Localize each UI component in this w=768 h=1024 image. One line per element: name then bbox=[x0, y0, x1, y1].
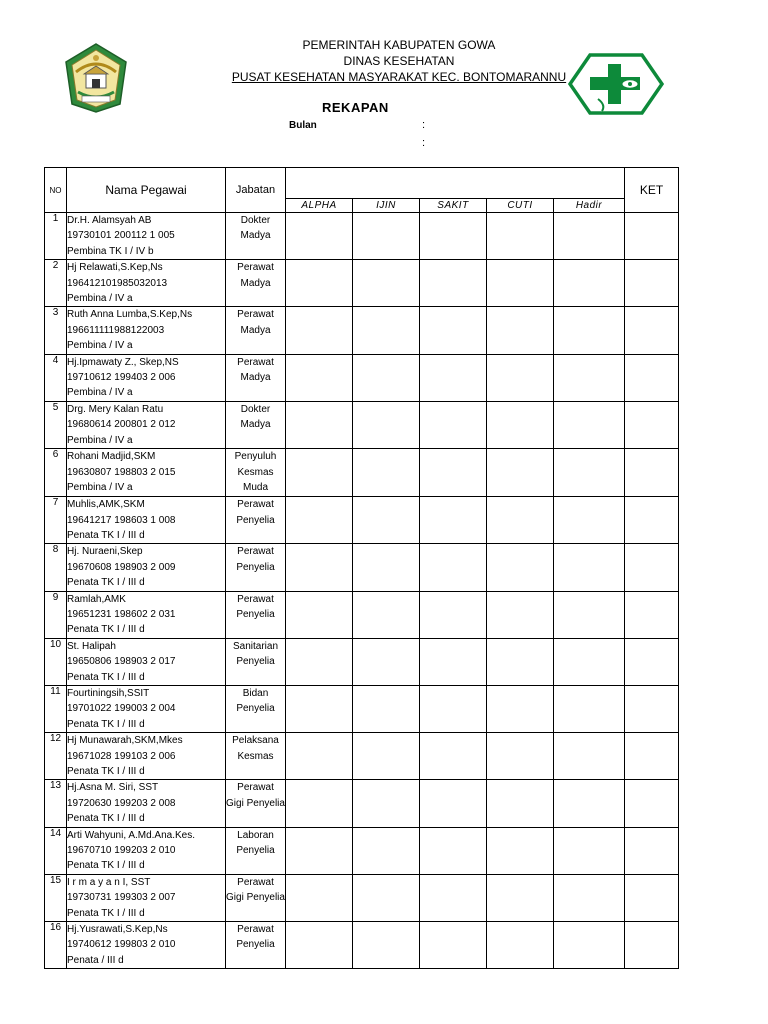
row-number: 10 bbox=[45, 638, 67, 685]
table-row bbox=[45, 733, 679, 780]
letterhead bbox=[0, 37, 768, 85]
employee-cell bbox=[67, 307, 226, 354]
attendance-table bbox=[44, 167, 679, 969]
position-line: Perawat bbox=[237, 499, 274, 511]
hadir-cell bbox=[554, 874, 625, 921]
alpha-cell bbox=[286, 401, 353, 448]
employee-cell bbox=[67, 544, 226, 591]
ket-cell bbox=[625, 213, 679, 260]
hadir-cell bbox=[554, 354, 625, 401]
sakit-cell bbox=[420, 874, 487, 921]
col-header-sakit: SAKIT bbox=[420, 199, 487, 213]
cuti-cell bbox=[487, 733, 554, 780]
ket-cell bbox=[625, 497, 679, 544]
ket-cell bbox=[625, 354, 679, 401]
employee-nip: 19670710 199203 2 010 bbox=[67, 845, 176, 857]
alpha-cell bbox=[286, 638, 353, 685]
position-line: Penyelia bbox=[236, 656, 275, 668]
position-line: Perawat bbox=[237, 876, 274, 888]
ket-cell bbox=[625, 449, 679, 497]
employee-nip: 19720630 199203 2 008 bbox=[67, 797, 176, 809]
cuti-cell bbox=[487, 638, 554, 685]
employee-cell bbox=[67, 591, 226, 638]
cuti-cell bbox=[487, 685, 554, 732]
sakit-cell bbox=[420, 685, 487, 732]
ijin-cell bbox=[353, 307, 420, 354]
cuti-cell bbox=[487, 449, 554, 497]
position-line: Pelaksana bbox=[232, 735, 279, 747]
employee-cell bbox=[67, 354, 226, 401]
cuti-cell bbox=[487, 827, 554, 874]
hadir-cell bbox=[554, 733, 625, 780]
table-row bbox=[45, 497, 679, 544]
cuti-cell bbox=[487, 780, 554, 827]
bulan-label: Bulan bbox=[289, 120, 317, 131]
ket-cell bbox=[625, 827, 679, 874]
position-cell bbox=[226, 260, 286, 307]
row-number: 11 bbox=[45, 685, 67, 732]
col-header-no: NO bbox=[45, 168, 67, 213]
row-number: 5 bbox=[45, 401, 67, 448]
position-line: Sanitarian bbox=[232, 640, 279, 652]
row-number: 14 bbox=[45, 827, 67, 874]
header-line-3: PUSAT KESEHATAN MASYARAKAT KEC. BONTOMARANNU bbox=[231, 70, 567, 84]
row-number: 6 bbox=[45, 449, 67, 497]
employee-rank: Pembina / IV a bbox=[67, 434, 133, 446]
employee-nip: 19671028 199103 2 006 bbox=[67, 750, 176, 762]
ket-cell bbox=[625, 922, 679, 969]
position-cell bbox=[226, 354, 286, 401]
alpha-cell bbox=[286, 591, 353, 638]
alpha-cell bbox=[286, 874, 353, 921]
ijin-cell bbox=[353, 733, 420, 780]
table-row bbox=[45, 307, 679, 354]
employee-name: Hj.Asna M. Siri, SST bbox=[67, 782, 159, 794]
row-number: 15 bbox=[45, 874, 67, 921]
hadir-cell bbox=[554, 401, 625, 448]
col-header-cuti: CUTI bbox=[487, 199, 554, 213]
ijin-cell bbox=[353, 449, 420, 497]
employee-rank: Penata TK I / III d bbox=[67, 671, 145, 683]
ijin-cell bbox=[353, 922, 420, 969]
employee-rank: Pembina / IV a bbox=[67, 340, 133, 352]
cuti-cell bbox=[487, 544, 554, 591]
table-row bbox=[45, 685, 679, 732]
table-row bbox=[45, 780, 679, 827]
employee-nip: 19630807 198803 2 015 bbox=[67, 466, 176, 478]
hadir-cell bbox=[554, 213, 625, 260]
ijin-cell bbox=[353, 827, 420, 874]
employee-nip: 196611111988122003 bbox=[67, 324, 165, 336]
ket-cell bbox=[625, 638, 679, 685]
position-line: Perawat bbox=[237, 593, 274, 605]
alpha-cell bbox=[286, 260, 353, 307]
employee-cell bbox=[67, 260, 226, 307]
sakit-cell bbox=[420, 591, 487, 638]
employee-nip: 196412101985032013 bbox=[67, 277, 168, 289]
position-line: Dokter bbox=[240, 215, 271, 226]
employee-name: Rohani Madjid,SKM bbox=[67, 451, 156, 463]
employee-rank: Penata / III d bbox=[67, 954, 124, 966]
employee-nip: 19680614 200801 2 012 bbox=[67, 419, 176, 431]
document-title: REKAPAN bbox=[322, 100, 389, 115]
employee-rank: Pembina TK I / IV b bbox=[67, 245, 154, 257]
sakit-cell bbox=[420, 449, 487, 497]
position-line: Perawat bbox=[237, 924, 274, 936]
alpha-cell bbox=[286, 449, 353, 497]
employee-name: St. Halipah bbox=[67, 640, 116, 652]
ijin-cell bbox=[353, 260, 420, 307]
row-number: 2 bbox=[45, 260, 67, 307]
ijin-cell bbox=[353, 213, 420, 260]
employee-cell bbox=[67, 827, 226, 874]
position-line: Perawat bbox=[237, 262, 274, 274]
hadir-cell bbox=[554, 780, 625, 827]
row-number: 1 bbox=[45, 213, 67, 260]
employee-cell bbox=[67, 733, 226, 780]
position-line: Penyelia bbox=[236, 703, 275, 715]
position-line: Muda bbox=[242, 481, 268, 493]
position-cell bbox=[226, 307, 286, 354]
employee-nip: 19641217 198603 1 008 bbox=[67, 514, 176, 526]
sakit-cell bbox=[420, 733, 487, 780]
employee-name: Ruth Anna Lumba,S.Kep,Ns bbox=[67, 309, 193, 321]
cuti-cell bbox=[487, 260, 554, 307]
position-line: Penyuluh bbox=[234, 451, 277, 463]
position-cell bbox=[226, 497, 286, 544]
position-line: Madya bbox=[240, 419, 271, 431]
position-line: Laboran bbox=[237, 829, 274, 841]
position-cell bbox=[226, 922, 286, 969]
row-number: 8 bbox=[45, 544, 67, 591]
employee-name: Muhlis,AMK,SKM bbox=[67, 499, 145, 511]
position-cell bbox=[226, 780, 286, 827]
position-line: Madya bbox=[240, 324, 271, 336]
alpha-cell bbox=[286, 307, 353, 354]
row-number: 12 bbox=[45, 733, 67, 780]
hadir-cell bbox=[554, 591, 625, 638]
alpha-cell bbox=[286, 733, 353, 780]
employee-cell bbox=[67, 780, 226, 827]
position-line: Perawat bbox=[237, 546, 274, 558]
position-cell bbox=[226, 449, 286, 497]
row-number: 4 bbox=[45, 354, 67, 401]
employee-rank: Penata TK I / III d bbox=[67, 907, 145, 919]
sakit-cell bbox=[420, 260, 487, 307]
table-row bbox=[45, 260, 679, 307]
table-row bbox=[45, 827, 679, 874]
employee-rank: Penata TK I / III d bbox=[67, 577, 145, 589]
alpha-cell bbox=[286, 922, 353, 969]
cuti-cell bbox=[487, 497, 554, 544]
ijin-cell bbox=[353, 638, 420, 685]
col-header-hadir: Hadir bbox=[554, 199, 625, 213]
col-header-jabatan: Jabatan bbox=[226, 168, 286, 213]
position-line: Madya bbox=[240, 372, 271, 384]
position-cell bbox=[226, 544, 286, 591]
row-number: 16 bbox=[45, 922, 67, 969]
ket-cell bbox=[625, 780, 679, 827]
cuti-cell bbox=[487, 213, 554, 260]
header-line-2: DINAS KESEHATAN bbox=[343, 54, 455, 68]
sakit-cell bbox=[420, 354, 487, 401]
row-number: 13 bbox=[45, 780, 67, 827]
employee-nip: 19730101 200112 1 005 bbox=[67, 230, 175, 242]
position-cell bbox=[226, 685, 286, 732]
employee-name: Hj.Ipmawaty Z., Skep,NS bbox=[67, 356, 179, 368]
alpha-cell bbox=[286, 354, 353, 401]
position-line: Kesmas bbox=[237, 750, 274, 762]
employee-name: Hj Relawati,S.Kep,Ns bbox=[67, 262, 163, 274]
position-line: Perawat bbox=[237, 356, 274, 368]
employee-nip: 19730731 199303 2 007 bbox=[67, 892, 176, 904]
position-line: Penyelia bbox=[236, 939, 275, 951]
sakit-cell bbox=[420, 638, 487, 685]
position-line: Madya bbox=[240, 230, 271, 242]
employee-rank: Pembina / IV a bbox=[67, 481, 133, 493]
cuti-cell bbox=[487, 922, 554, 969]
table-row bbox=[45, 544, 679, 591]
employee-name: Arti Wahyuni, A.Md.Ana.Kes. bbox=[67, 829, 196, 841]
ijin-cell bbox=[353, 497, 420, 544]
employee-name: Hj. Nuraeni,Skep bbox=[67, 546, 143, 558]
hadir-cell bbox=[554, 307, 625, 354]
ket-cell bbox=[625, 874, 679, 921]
table-row bbox=[45, 874, 679, 921]
employee-cell bbox=[67, 497, 226, 544]
position-line: Madya bbox=[240, 277, 271, 289]
position-line: Kesmas bbox=[237, 466, 274, 478]
cuti-cell bbox=[487, 307, 554, 354]
position-line: Perawat bbox=[237, 782, 274, 794]
sakit-cell bbox=[420, 780, 487, 827]
hadir-cell bbox=[554, 922, 625, 969]
ket-cell bbox=[625, 685, 679, 732]
table-row bbox=[45, 449, 679, 497]
ijin-cell bbox=[353, 685, 420, 732]
sakit-cell bbox=[420, 307, 487, 354]
ket-cell bbox=[625, 307, 679, 354]
position-line: Penyelia bbox=[236, 845, 275, 857]
employee-rank: Penata TK I / III d bbox=[67, 624, 145, 636]
employee-rank: Penata TK I / III d bbox=[67, 529, 145, 541]
position-cell bbox=[226, 401, 286, 448]
employee-name: Dr.H. Alamsyah AB bbox=[67, 215, 152, 226]
alpha-cell bbox=[286, 497, 353, 544]
col-header-alpha: ALPHA bbox=[286, 199, 353, 213]
row-number: 7 bbox=[45, 497, 67, 544]
table-row bbox=[45, 354, 679, 401]
cuti-cell bbox=[487, 401, 554, 448]
row-number: 9 bbox=[45, 591, 67, 638]
position-line: Penyelia bbox=[236, 608, 275, 620]
header-line-1: PEMERINTAH KABUPATEN GOWA bbox=[302, 38, 496, 52]
sakit-cell bbox=[420, 922, 487, 969]
employee-cell bbox=[67, 213, 226, 260]
position-line: Gigi Penyelia bbox=[226, 892, 285, 904]
alpha-cell bbox=[286, 827, 353, 874]
employee-nip: 19651231 198602 2 031 bbox=[67, 608, 176, 620]
hadir-cell bbox=[554, 497, 625, 544]
table-body bbox=[45, 213, 679, 969]
position-cell bbox=[226, 827, 286, 874]
ket-cell bbox=[625, 260, 679, 307]
ijin-cell bbox=[353, 544, 420, 591]
hadir-cell bbox=[554, 449, 625, 497]
position-cell bbox=[226, 591, 286, 638]
employee-rank: Penata TK I / III d bbox=[67, 766, 145, 777]
position-cell bbox=[226, 213, 286, 260]
employee-nip: 19670608 198903 2 009 bbox=[67, 561, 176, 573]
employee-cell bbox=[67, 401, 226, 448]
employee-rank: Penata TK I / III d bbox=[67, 860, 145, 872]
bulan-colon: : bbox=[422, 119, 426, 131]
employee-cell bbox=[67, 685, 226, 732]
employee-name: Ramlah,AMK bbox=[67, 593, 126, 605]
table-row bbox=[45, 401, 679, 448]
employee-cell bbox=[67, 922, 226, 969]
col-header-group bbox=[286, 168, 625, 199]
table-row bbox=[45, 922, 679, 969]
ijin-cell bbox=[353, 591, 420, 638]
alpha-cell bbox=[286, 780, 353, 827]
position-line: Penyelia bbox=[236, 514, 275, 526]
ijin-cell bbox=[353, 874, 420, 921]
cuti-cell bbox=[487, 591, 554, 638]
employee-rank: Penata TK I / III d bbox=[67, 813, 145, 825]
sakit-cell bbox=[420, 544, 487, 591]
ijin-cell bbox=[353, 401, 420, 448]
hadir-cell bbox=[554, 260, 625, 307]
ket-cell bbox=[625, 544, 679, 591]
alpha-cell bbox=[286, 544, 353, 591]
position-line: Perawat bbox=[237, 309, 274, 321]
position-line: Dokter bbox=[240, 403, 271, 415]
col-header-nama: Nama Pegawai bbox=[67, 168, 226, 213]
ket-cell bbox=[625, 591, 679, 638]
hadir-cell bbox=[554, 638, 625, 685]
employee-cell bbox=[67, 449, 226, 497]
position-line: Gigi Penyelia bbox=[226, 797, 285, 809]
employee-name: Drg. Mery Kalan Ratu bbox=[67, 403, 164, 415]
second-colon: : bbox=[422, 137, 426, 149]
row-number: 3 bbox=[45, 307, 67, 354]
employee-nip: 19740612 199803 2 010 bbox=[67, 939, 176, 951]
employee-nip: 19710612 199403 2 006 bbox=[67, 372, 176, 384]
sakit-cell bbox=[420, 213, 487, 260]
col-header-ijin: IJIN bbox=[353, 199, 420, 213]
employee-name: Hj Munawarah,SKM,Mkes bbox=[67, 735, 183, 747]
position-cell bbox=[226, 733, 286, 780]
ket-cell bbox=[625, 401, 679, 448]
table-row bbox=[45, 638, 679, 685]
ket-cell bbox=[625, 733, 679, 780]
cuti-cell bbox=[487, 874, 554, 921]
table-row bbox=[45, 213, 679, 260]
hadir-cell bbox=[554, 544, 625, 591]
employee-name: I r m a y a n I, SST bbox=[67, 876, 151, 888]
employee-nip: 19650806 198903 2 017 bbox=[67, 656, 176, 668]
employee-rank: Pembina / IV a bbox=[67, 293, 133, 305]
sakit-cell bbox=[420, 827, 487, 874]
sakit-cell bbox=[420, 497, 487, 544]
position-line: Penyelia bbox=[236, 561, 275, 573]
ijin-cell bbox=[353, 354, 420, 401]
employee-rank: Pembina / IV a bbox=[67, 387, 133, 399]
position-cell bbox=[226, 638, 286, 685]
cuti-cell bbox=[487, 354, 554, 401]
hadir-cell bbox=[554, 685, 625, 732]
table-row bbox=[45, 591, 679, 638]
employee-nip: 19701022 199003 2 004 bbox=[67, 703, 176, 715]
alpha-cell bbox=[286, 685, 353, 732]
ijin-cell bbox=[353, 780, 420, 827]
position-cell bbox=[226, 874, 286, 921]
alpha-cell bbox=[286, 213, 353, 260]
hadir-cell bbox=[554, 827, 625, 874]
employee-cell bbox=[67, 874, 226, 921]
col-header-ket: KET bbox=[625, 168, 679, 213]
employee-name: Hj.Yusrawati,S.Kep,Ns bbox=[67, 924, 168, 936]
employee-rank: Penata TK I / III d bbox=[67, 718, 145, 730]
sakit-cell bbox=[420, 401, 487, 448]
position-line: Bidan bbox=[242, 687, 269, 699]
employee-cell bbox=[67, 638, 226, 685]
employee-name: Fourtiningsih,SSIT bbox=[67, 687, 150, 699]
